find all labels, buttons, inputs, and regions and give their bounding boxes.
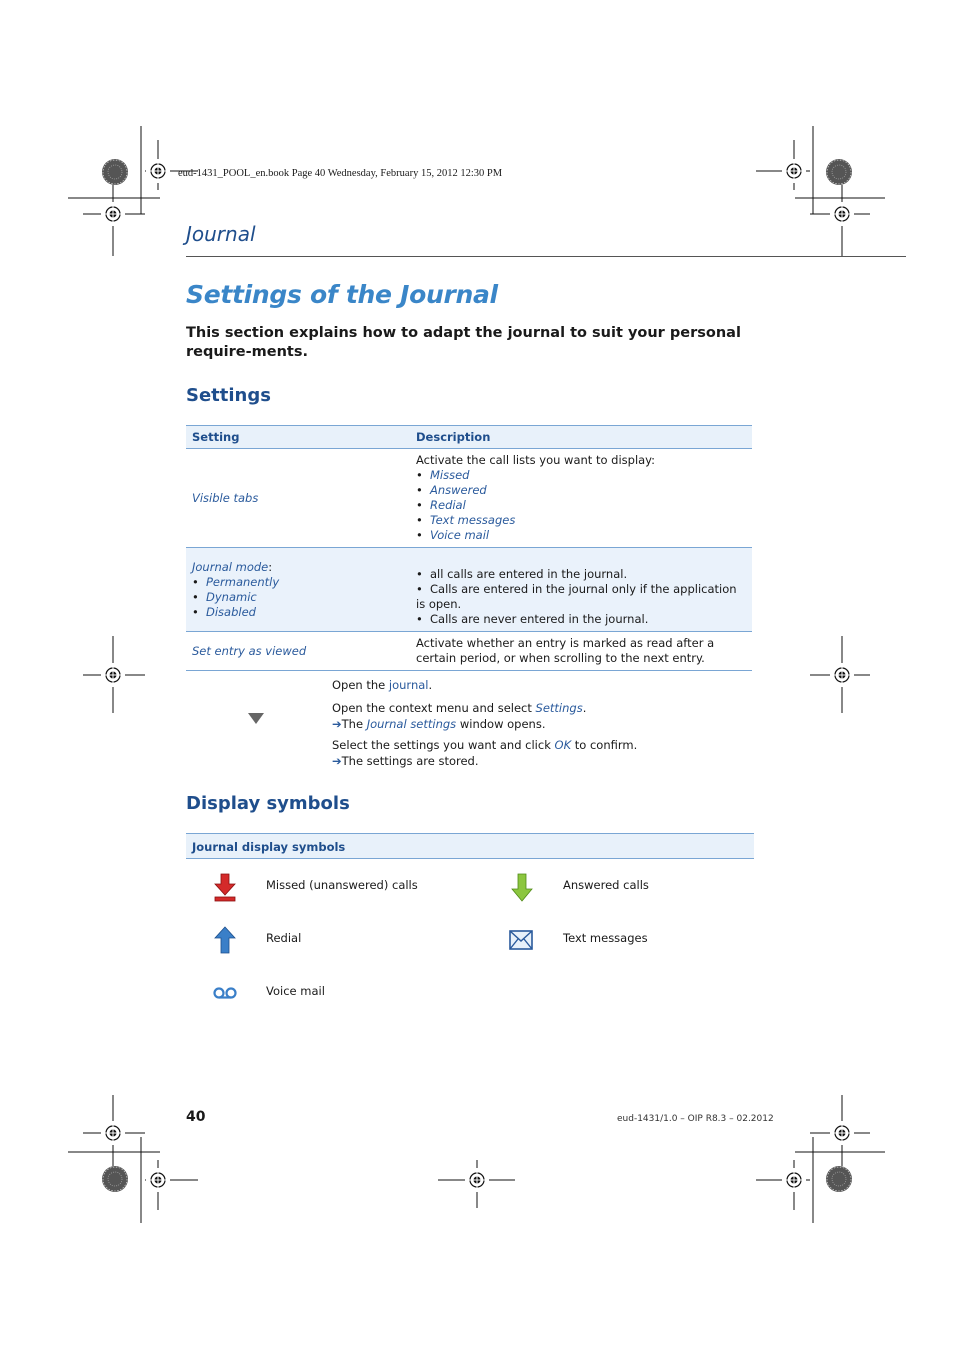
table-row: [186, 449, 752, 548]
list-item: • Dynamic: [192, 590, 404, 605]
list-item: • Permanently: [192, 575, 404, 590]
symbols-table-header: Journal display symbols: [186, 833, 754, 859]
step-text: .: [428, 678, 433, 692]
step-text: Open the: [332, 678, 389, 692]
col-description-header: Description: [410, 426, 752, 449]
step-text: to confirm.: [571, 738, 638, 752]
mode-descriptions: [416, 567, 746, 627]
step-text: The: [341, 716, 367, 731]
step-3: [332, 738, 637, 769]
list-item: • all calls are entered in the journal.: [416, 567, 746, 582]
table-row: [186, 548, 752, 632]
step-1: [332, 678, 432, 694]
tab-list: [416, 468, 746, 543]
section-title: Journal: [186, 222, 256, 246]
symbol-label-text: Text messages: [563, 931, 648, 945]
result-arrow-icon: ➔: [332, 753, 342, 768]
mode-options: [192, 575, 404, 620]
redial-icon: [213, 926, 237, 954]
list-item: • Text messages: [416, 513, 746, 528]
setting-description: [410, 548, 752, 632]
step-text: window opens.: [456, 716, 546, 731]
context-menu-icon: [248, 713, 264, 724]
symbol-label-redial: Redial: [266, 931, 302, 945]
symbol-label-answered: Answered calls: [563, 878, 649, 892]
step-text: The settings are stored.: [341, 753, 479, 768]
list-item: • Calls are never entered in the journal.: [416, 612, 746, 627]
symbol-label-voicemail: Voice mail: [266, 984, 325, 998]
step-text: Open the context menu and select: [332, 701, 536, 715]
list-item: • Answered: [416, 483, 746, 498]
text-message-icon: [509, 930, 533, 950]
step-2: [332, 701, 586, 732]
journal-mode-label: Journal mode: [192, 559, 269, 574]
setting-journal-mode: Journal mode: • Permanently • Dynamic • Disabled: [186, 548, 410, 632]
table-row: [186, 632, 752, 671]
settings-table-header: [186, 426, 752, 449]
list-item: • Redial: [416, 498, 746, 513]
ok-link: OK: [554, 738, 572, 752]
print-metadata: eud-1431_POOL_en.book Page 40 Wednesday, February 15, 2012 12:30 PM: [178, 168, 503, 179]
setting-set-entry-viewed: Set entry as viewed: [186, 632, 410, 671]
page-number: 40: [186, 1109, 206, 1125]
journal-settings-link: Journal settings: [366, 716, 457, 731]
answered-call-icon: [510, 873, 534, 903]
step-text: .: [582, 701, 587, 715]
col-setting-header: Setting: [186, 426, 410, 449]
list-item: • Disabled: [192, 605, 404, 620]
display-symbols-heading: Display symbols: [186, 793, 350, 814]
setting-description: Activate whether an entry is marked as read after a certain period, or when scrolling to the next entry.: [410, 632, 752, 671]
list-item: • Calls are entered in the journal only if the application is open.: [416, 582, 746, 612]
document-code: eud-1431/1.0 – OIP R8.3 – 02.2012: [617, 1114, 774, 1124]
header-rule: [186, 256, 906, 257]
missed-call-icon: [213, 873, 237, 903]
settings-heading: Settings: [186, 385, 271, 406]
settings-table: [186, 425, 752, 671]
journal-link: journal: [388, 678, 429, 692]
setting-description: [410, 449, 752, 548]
page-title: Settings of the Journal: [186, 280, 498, 309]
list-item: • Missed: [416, 468, 746, 483]
voice-mail-icon: [213, 985, 237, 1001]
symbol-label-missed: Missed (unanswered) calls: [266, 878, 418, 892]
step-text: Select the settings you want and click: [332, 738, 555, 752]
result-arrow-icon: ➔: [332, 716, 342, 731]
description-text: Activate the call lists you want to display:: [416, 453, 656, 467]
intro-text: This section explains how to adapt the journal to suit your personal require-ments.: [186, 325, 741, 360]
settings-link: Settings: [535, 701, 583, 715]
list-item: • Voice mail: [416, 528, 746, 543]
setting-visible-tabs: Visible tabs: [186, 449, 410, 548]
